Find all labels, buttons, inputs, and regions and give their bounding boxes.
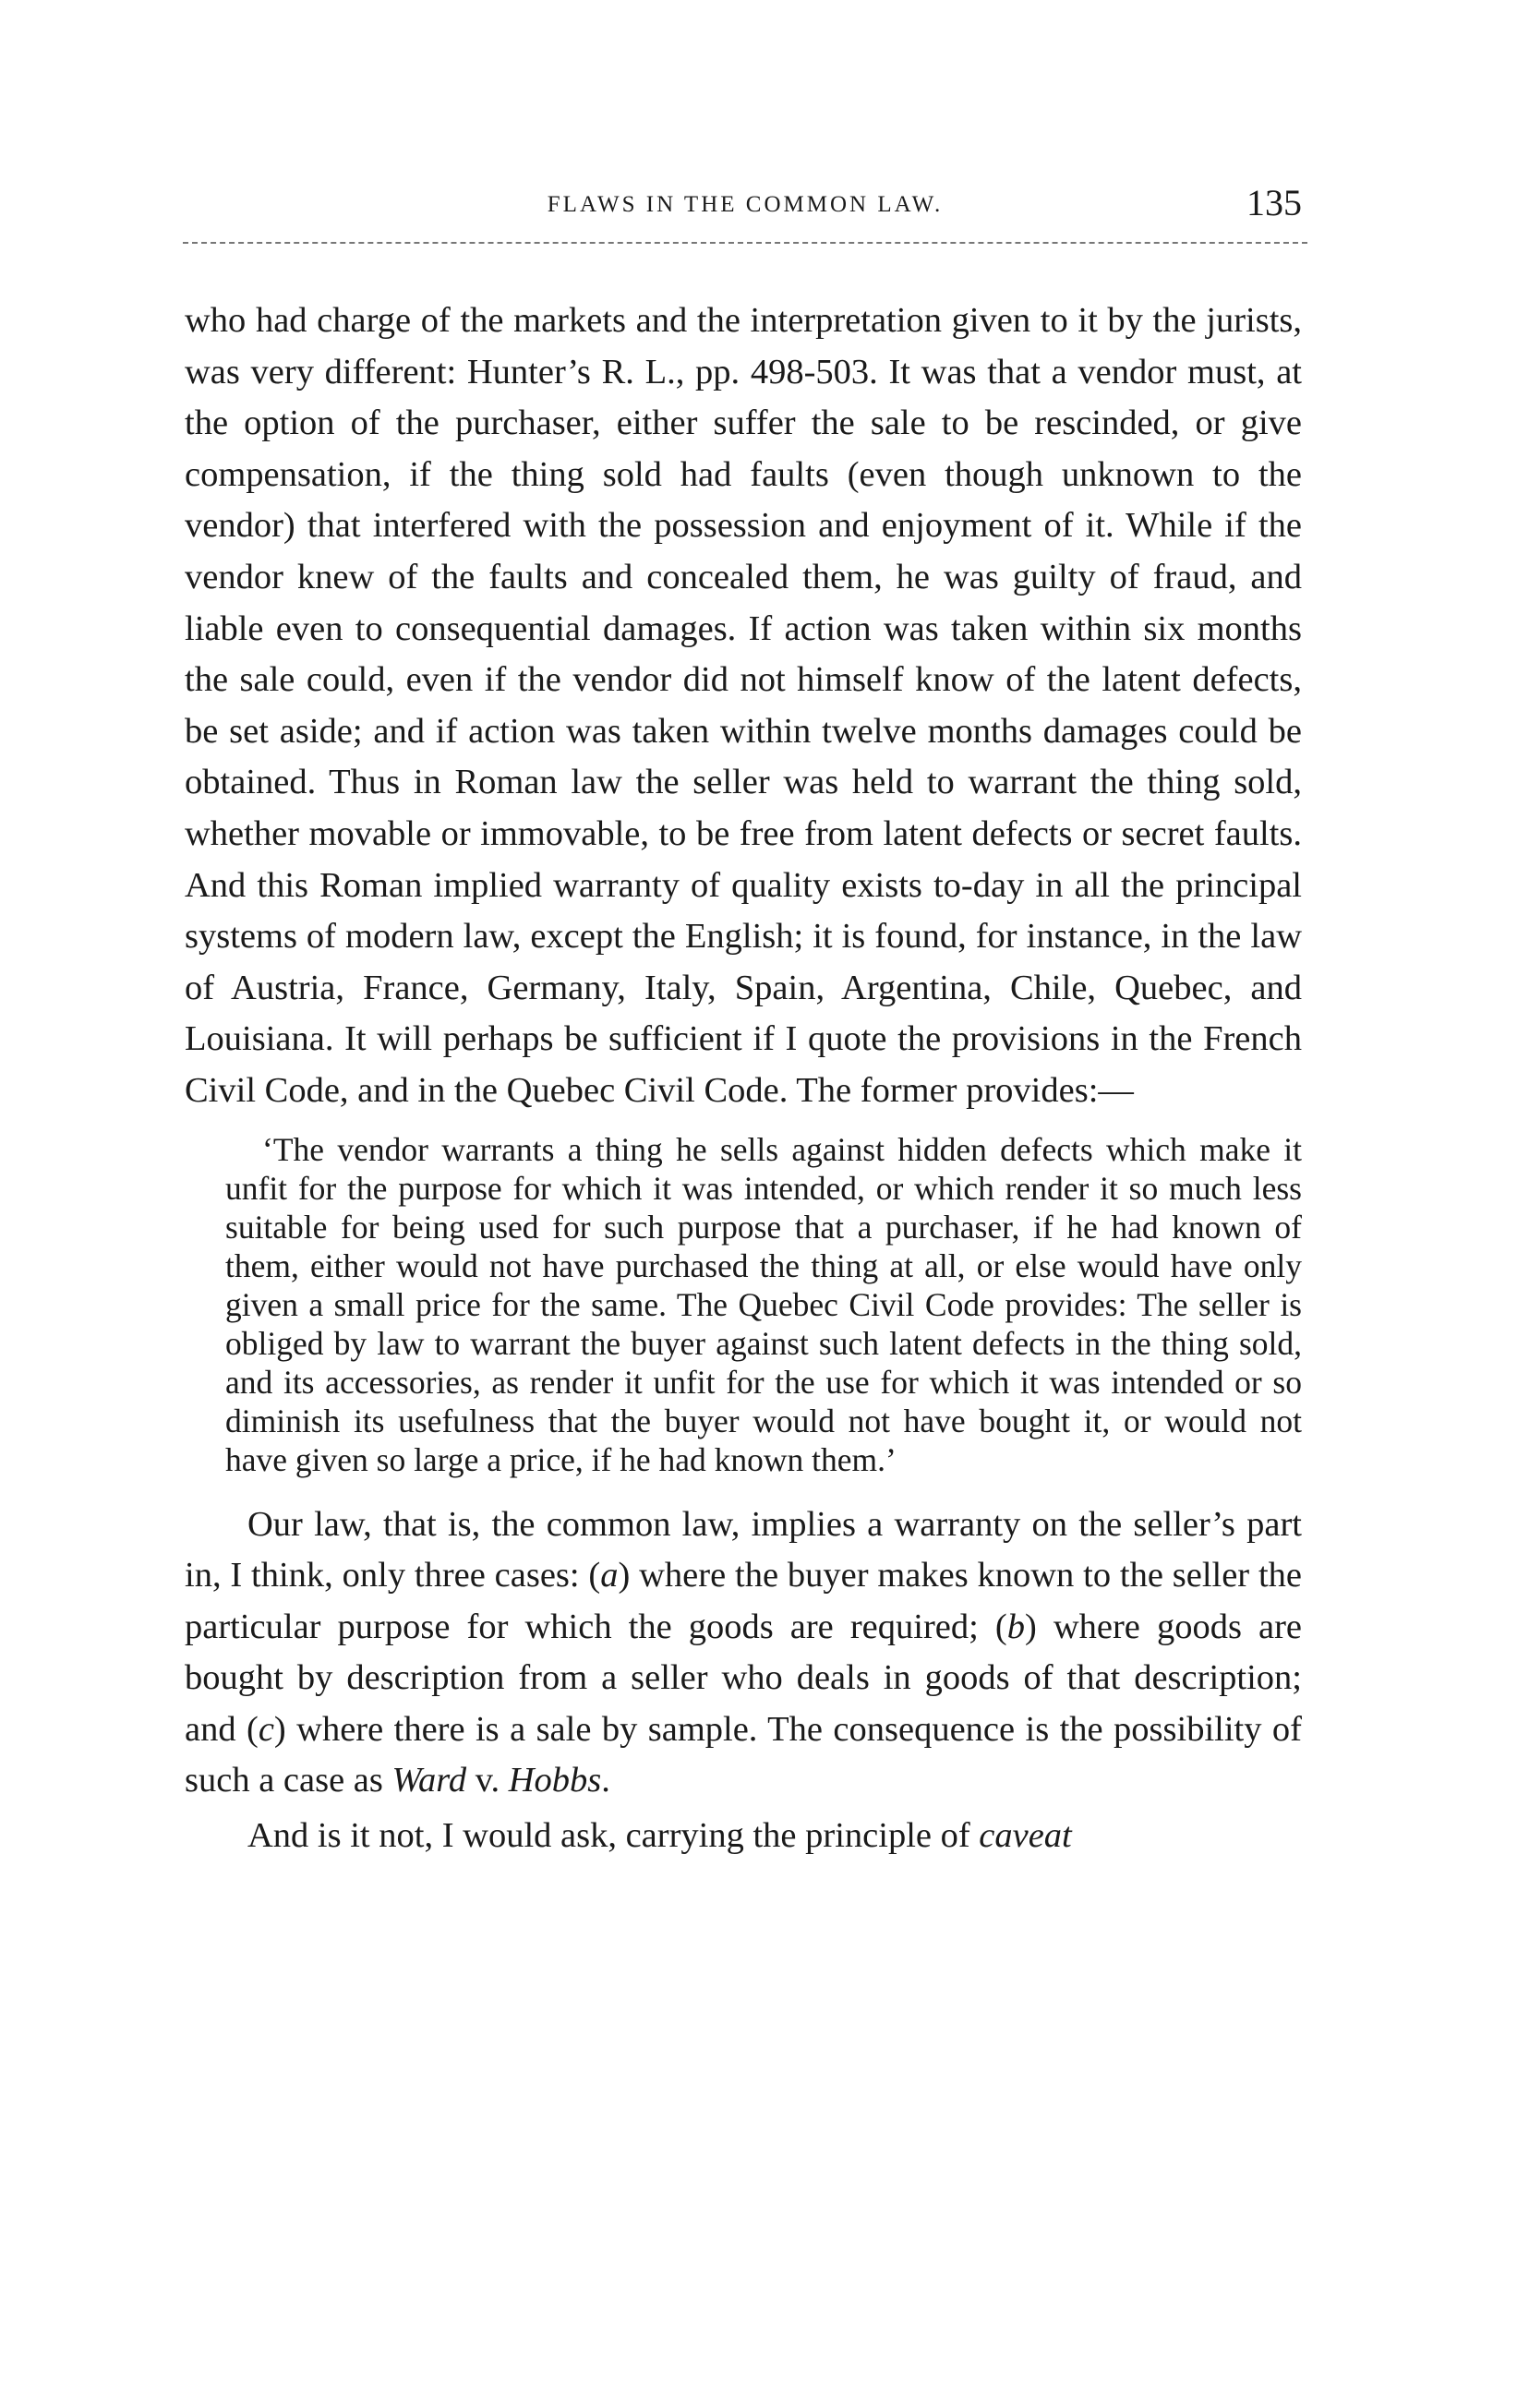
- header-rule: [183, 242, 1307, 244]
- italic-case-letter: b: [1006, 1607, 1025, 1646]
- block-quote: ‘The vendor warrants a thing he sells against hidden defects which make it unfit for the purpose for which it was intended, or which render it so much less suitable for being used for such purpose that a purchaser, if he had known of them, either would not have purchased the thing at all, or else would have only given a small price for the same. The Quebec Civil Code provides: The seller is obliged by law to warrant the buyer against such latent defects in the thing sold, and its accessories, as render it unfit for the use for which it was intended or so diminish its usefulness that the buyer would not have bought it, or would not have given so large a price, if he had known them.’: [225, 1130, 1302, 1478]
- text-run: Our law, that is, the common law, implies a warranty on the seller’s part in, I think, only three cases: (: [185, 1504, 1302, 1595]
- running-title: FLAWS IN THE COMMON LAW.: [547, 192, 944, 217]
- italic-term: caveat: [979, 1816, 1072, 1856]
- text-run: And is it not, I would ask, carrying the principle of: [247, 1816, 980, 1856]
- text-run: .: [601, 1761, 610, 1800]
- italic-case-letter: c: [258, 1709, 274, 1749]
- paragraph-caveat: [185, 1811, 1302, 1862]
- paragraph-common-law: [185, 1499, 1302, 1808]
- text-run: ) where goods are bought by description from a seller who deals in goods of that description; and (: [185, 1607, 1302, 1749]
- case-name-party: Hobbs: [508, 1761, 602, 1800]
- running-head: [183, 181, 1307, 236]
- italic-case-letter: a: [600, 1556, 619, 1595]
- body-text: [185, 295, 1302, 1862]
- page-number: 135: [1246, 182, 1302, 223]
- text-run: ) where there is a sale by sample. The consequence is the possibility of such a case as: [185, 1709, 1302, 1800]
- case-name-party: Ward: [391, 1761, 467, 1800]
- text-run: ) where the buyer makes known to the seller the particular purpose for which the goods are required; (: [185, 1556, 1302, 1646]
- text-run: v.: [466, 1761, 509, 1800]
- paragraph-continued: who had charge of the markets and the interpretation given to it by the jurists, was very different: Hunter’s R. L., pp. 498-503. It was that a vendor must, at the option of the purchaser, either suffer the sale to be rescinded, or give compensation, if the thing sold had faults (even though unknown to the vendor) that interfered with the possession and enjoyment of it. While if the vendor knew of the faults and concealed them, he was guilty of fraud, and liable even to consequential damages. If action was taken within six months the sale could, even if the vendor did not himself know of the latent defects, be set aside; and if action was taken within twelve months damages could be obtained. Thus in Roman law the seller was held to warrant the thing sold, whether movable or immovable, to be free from latent defects or secret faults. And this Roman implied warranty of quality exists to-day in all the principal systems of modern law, except the English; it is found, for instance, in the law of Austria, France, Germany, Italy, Spain, Argentina, Chile, Quebec, and Louisiana. It will perhaps be sufficient if I quote the provisions in the French Civil Code, and in the Quebec Civil Code. The former provides:—: [185, 301, 1302, 1110]
